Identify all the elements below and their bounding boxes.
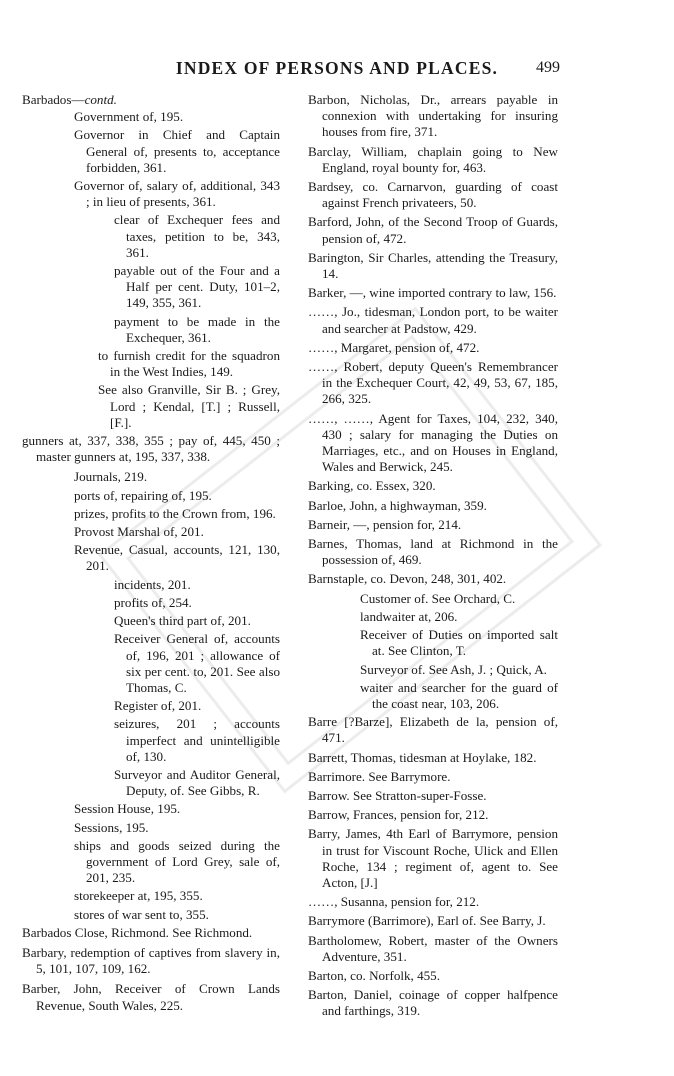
index-entry: Barneir, —, pension for, 214. bbox=[308, 516, 462, 532]
index-entry: Barnes, Thomas, land at Richmond in the possession of, 469. bbox=[308, 536, 558, 568]
page-number: 499 bbox=[536, 59, 560, 76]
index-entry: Barrett, Thomas, tidesman at Hoylake, 182. bbox=[308, 749, 537, 765]
index-entry: storekeeper at, 195, 355. bbox=[74, 888, 203, 904]
right-column bbox=[308, 92, 558, 1023]
index-entry: Barrymore (Barrimore), Earl of. See Barry, J. bbox=[308, 913, 546, 929]
index-entry: stores of war sent to, 355. bbox=[74, 906, 209, 922]
index-entry: Journals, 219. bbox=[74, 469, 148, 485]
index-entry: ……, Jo., tidesman, London port, to be waiter and searcher at Padstow, 429. bbox=[308, 304, 558, 336]
index-entry: Barton, co. Norfolk, 455. bbox=[308, 967, 441, 983]
index-entry: clear of Exchequer fees and taxes, petition to be, 343, 361. bbox=[114, 212, 280, 260]
index-entry: Barbon, Nicholas, Dr., arrears payable in connexion with undertaking for insuring houses from fire, 371. bbox=[308, 92, 558, 140]
index-entry: waiter and searcher for the guard of the coast near, 103, 206. bbox=[360, 679, 558, 711]
index-entry: incidents, 201. bbox=[114, 576, 191, 592]
running-title: INDEX OF PERSONS AND PLACES. bbox=[175, 58, 499, 78]
index-entry: ships and goods seized during the government of Lord Grey, sale of, 201, 235. bbox=[74, 837, 280, 886]
index-entry: Receiver General of, accounts of, 196, 201 ; allowance of six per cent. to, 201. See also Thomas, C. bbox=[114, 631, 280, 695]
index-entry: to furnish credit for the squadron in the West Indies, 149. bbox=[98, 348, 280, 380]
page-header bbox=[0, 58, 674, 84]
index-entry: Provost Marshal of, 201. bbox=[74, 524, 204, 540]
index-entry: payable out of the Four and a Half per cent. Duty, 101–2, 149, 355, 361. bbox=[114, 263, 280, 311]
index-entry: Surveyor and Auditor General, Deputy, of. See Gibbs, R. bbox=[114, 766, 280, 799]
index-entry: payment to be made in the Exchequer, 361. bbox=[114, 313, 280, 345]
index-entry: Sessions, 195. bbox=[74, 819, 149, 835]
index-entry: Register of, 201. bbox=[114, 698, 202, 714]
index-entry: Bardsey, co. Carnarvon, guarding of coast against French privateers, 50. bbox=[308, 179, 558, 211]
index-entry: Barrow, Frances, pension for, 212. bbox=[308, 807, 489, 823]
index-entry: Barington, Sir Charles, attending the Treasury, 14. bbox=[308, 249, 558, 282]
index-entry: landwaiter at, 206. bbox=[360, 608, 458, 624]
index-entry: Barloe, John, a highwayman, 359. bbox=[308, 497, 487, 513]
index-entry: Barrow. See Stratton-super-Fosse. bbox=[308, 787, 487, 803]
index-entry: Barry, James, 4th Earl of Barrymore, pension in trust for Viscount Roche, Ulick and Ellen Roche, 134 ; regiment of, agent to. See Acton, [J.] bbox=[308, 826, 558, 890]
index-entry: Barre [?Barze], Elizabeth de la, pension of, 471. bbox=[308, 714, 558, 746]
index-entry: Governor of, salary of, additional, 343 ; in lieu of presents, 361. bbox=[74, 178, 280, 210]
index-entry: Surveyor of. See Ash, J. ; Quick, A. bbox=[360, 661, 547, 677]
index-entry: Barton, Daniel, coinage of copper halfpence and farthings, 319. bbox=[308, 987, 558, 1019]
index-entry: ……, ……, Agent for Taxes, 104, 232, 340, 430 ; salary for managing the Duties on Marriages, etc., and on Houses in England, Wales and Berwick, 245. bbox=[308, 410, 558, 475]
index-entry: Barbados Close, Richmond. See Richmond. bbox=[22, 924, 253, 940]
index-entry: Barbary, redemption of captives from slavery in, 5, 101, 107, 109, 162. bbox=[22, 944, 280, 977]
index-entry: See also Granville, Sir B. ; Grey, Lord ; Kendal, [T.] ; Russell, [F.]. bbox=[98, 382, 280, 430]
heading-contd: contd. bbox=[84, 92, 117, 107]
index-entry: Customer of. See Orchard, C. bbox=[360, 590, 516, 606]
index-entry: Barking, co. Essex, 320. bbox=[308, 478, 436, 494]
index-entry: Barford, John, of the Second Troop of Guards, pension of, 472. bbox=[308, 214, 558, 246]
index-entry: Barrimore. See Barrymore. bbox=[308, 768, 451, 784]
index-entry: Barker, —, wine imported contrary to law, 156. bbox=[308, 285, 557, 301]
index-entry: Barber, John, Receiver of Crown Lands Revenue, South Wales, 225. bbox=[22, 981, 280, 1013]
index-entry: Government of, 195. bbox=[74, 109, 184, 125]
index-entry: ……, Susanna, pension for, 212. bbox=[308, 894, 480, 910]
index-entry: Bartholomew, Robert, master of the Owners Adventure, 351. bbox=[308, 932, 558, 964]
index-entry: Revenue, Casual, accounts, 121, 130, 201. bbox=[74, 542, 280, 574]
index-entry: profits of, 254. bbox=[114, 594, 192, 610]
left-column bbox=[22, 92, 280, 1018]
index-entry: Governor in Chief and Captain General of, presents to, acceptance forbidden, 361. bbox=[74, 127, 280, 175]
index-entry: gunners at, 337, 338, 355 ; pay of, 445, 450 ; master gunners at, 195, 337, 338. bbox=[22, 433, 280, 465]
index-entry: ……, Robert, deputy Queen's Remembrancer in the Exchequer Court, 42, 49, 53, 67, 185, 266, 325. bbox=[308, 359, 558, 407]
heading-text: Barbados— bbox=[22, 92, 85, 107]
index-entry: Queen's third part of, 201. bbox=[114, 613, 251, 629]
index-entry: Receiver of Duties on imported salt at. See Clinton, T. bbox=[360, 627, 558, 659]
index-entry: Barclay, William, chaplain going to New England, royal bounty for, 463. bbox=[308, 143, 558, 175]
entry-heading bbox=[22, 92, 280, 108]
index-entry: Session House, 195. bbox=[74, 801, 181, 817]
index-entry: ……, Margaret, pension of, 472. bbox=[308, 339, 480, 355]
index-entry: prizes, profits to the Crown from, 196. bbox=[74, 505, 276, 521]
index-entry: ports of, repairing of, 195. bbox=[74, 487, 212, 503]
index-entry: seizures, 201 ; accounts imperfect and unintelligible of, 130. bbox=[114, 716, 280, 764]
index-entry: Barnstaple, co. Devon, 248, 301, 402. bbox=[308, 571, 507, 587]
